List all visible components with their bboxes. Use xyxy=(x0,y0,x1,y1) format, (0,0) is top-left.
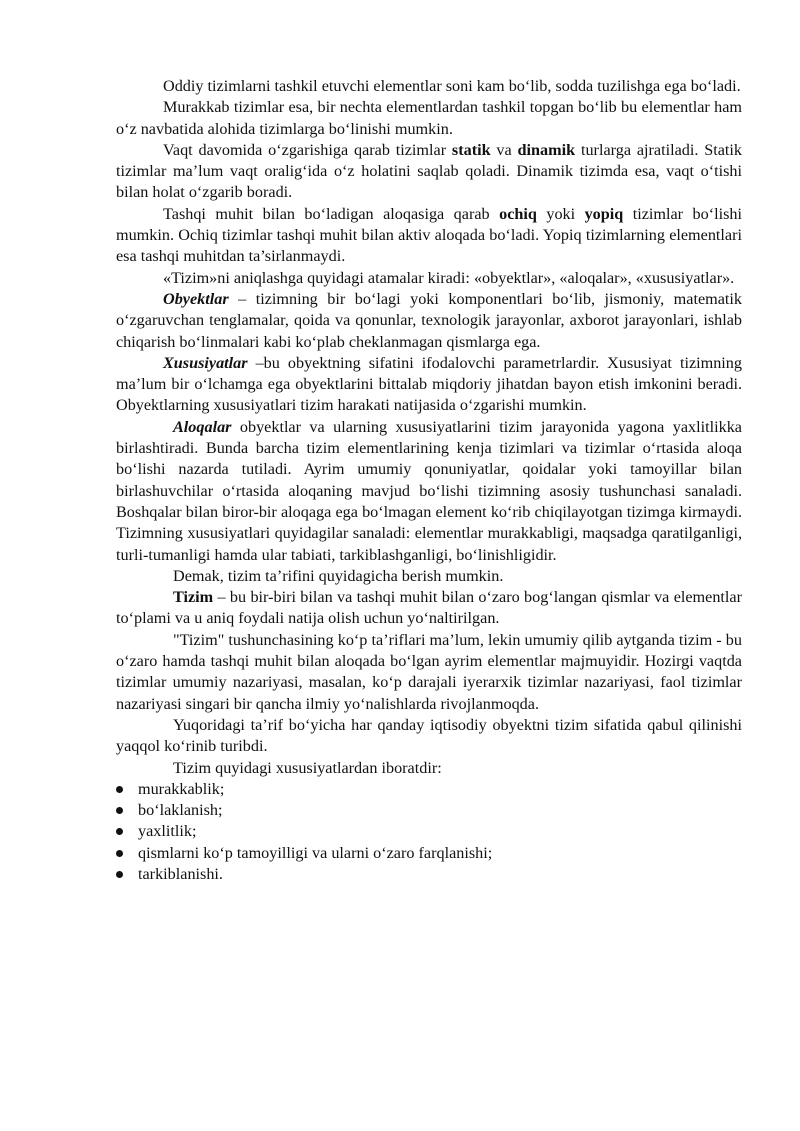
term-closed: yopiq xyxy=(584,204,624,223)
paragraph-complex-systems: Murakkab tizimlar esa, bir nechta elementlardan tashkil topgan bo‘lib bu elementlar ham o‘z navbatida alohida tizimlarga bo‘linishi mumkin. xyxy=(116,98,742,138)
term-relations: Aloqalar xyxy=(173,417,232,436)
term-objects: Obyektlar xyxy=(163,289,229,308)
paragraph-properties xyxy=(116,353,742,417)
text-fragment: –bu obyektning sifatini ifodalovchi parametrlardir. Xususiyat tizimning ma’lum bir o‘lchamga ega obyektlarini bittalab miqdoriy jihatdan bayon etish imkonini beradi. Obyektlarning xususiyatlari tizim harakati natijasida o‘zgarishi mumkin. xyxy=(116,353,742,415)
text-fragment: turlarga ajratiladi. Statik tizimlar ma’lum vaqt oralig‘ida o‘z holatini saqlab qoladi. Dinamik tizimda esa, vaqt o‘tishi bilan holat o‘zgarib boradi. xyxy=(116,140,742,202)
text-fragment: – bu bir-biri bilan va tashqi muhit bilan o‘zaro bog‘langan qismlar va elementlar to‘plami va u aniq foydali natija olish uchun yo‘naltirilgan. xyxy=(116,588,742,628)
text-fragment: tizimlar bo‘lishi mumkin. Ochiq tizimlar tashqi muhit bilan aktiv aloqada bo‘ladi. Yopiq tizimlarning elementlari esa tashqi muhitdan ta’sirlanmaydi. xyxy=(116,204,742,266)
list-item-text: tarkiblanishi. xyxy=(138,864,223,883)
text-fragment: – tizimning bir bo‘lagi yoki komponentlari bo‘lib, jismoniy, matematik o‘zgaruvchan tenglamalar, qoida va qonunlar, texnologik jarayonlar, axborot jarayonlari, ishlab chiqarish bo‘linmalari kabi ko‘plab cheklanmagan qismlarga ega. xyxy=(116,289,742,351)
text-fragment: obyektlar va ularning xususiyatlarini tizim jarayonida yagona yaxlitlikka birlashtiradi. Bunda barcha tizim elementlarining kenja tizimlari va tizimlar o‘rtasida aloqa bo‘lishi nazarda tutiladi. Ayrim umumiy qonuniyatlar, qoidalar yoki tamoyillar bilan birlashuvchilar o‘rtasida aloqaning mavjud bo‘lishi tizimning asosiy tushunchasi sanaladi. Boshqalar bilan biror-bir aloqaga ega bo‘lmagan element ko‘rib chiqilayotgan tizimga kirmaydi. Tizimning xususiyatlari quyidagilar sanaladi: elementlar murakkabligi, maqsadga qaratilganligi, turli-tumanligi hamda ular tabiati, tarkiblashganligi, bo‘linishligidir. xyxy=(116,417,742,564)
list-item xyxy=(116,821,742,842)
text-fragment: va xyxy=(490,140,518,159)
text-fragment: yoki xyxy=(536,204,585,223)
list-item xyxy=(116,800,742,821)
paragraph-static-dynamic xyxy=(116,140,742,204)
paragraph-system-concept: "Tizim" tushunchasining ko‘p ta’riflari ma’lum, lekin umumiy qilib aytganda tizim - bu o‘zaro hamda tashqi muhit bilan aloqada bo‘lgan ayrim elementlar majmuyidir. Hozirgi vaqtda tizimlar umumiy nazariyasi, masalan, ko‘p darajali iyerarxik tizimlar nazariyasi, faol tizimlar nazariyasi singari bir qancha ilmiy yo‘nalishlarda rivojlanmoqda. xyxy=(116,630,742,713)
bullet-icon xyxy=(116,807,123,814)
bullet-icon xyxy=(116,850,123,857)
paragraph-relations xyxy=(116,417,742,566)
list-item-text: yaxlitlik; xyxy=(138,822,197,841)
paragraph-definition-intro: Demak, tizim ta’rifini quyidagicha berish mumkin. xyxy=(173,566,504,585)
bullet-icon xyxy=(116,828,123,835)
paragraph-properties-intro: Tizim quyidagi xususiyatlardan iboratdir: xyxy=(173,758,442,777)
properties-list xyxy=(116,779,742,885)
document-page xyxy=(116,76,742,885)
term-system: Tizim xyxy=(173,588,214,607)
list-item-text: qismlarni ko‘p tamoyilligi va ularni o‘zaro farqlanishi; xyxy=(138,843,493,862)
text-fragment: Tashqi muhit bilan bo‘ladigan aloqasiga qarab xyxy=(163,204,500,223)
list-item xyxy=(116,864,742,885)
list-item xyxy=(116,843,742,864)
paragraph-simple-systems: Oddiy tizimlarni tashkil etuvchi elementlar soni kam bo‘lib, sodda tuzilishga ega bo‘ladi. xyxy=(163,77,741,95)
list-item-text: bo‘laklanish; xyxy=(138,801,223,820)
list-item-text: murakkablik; xyxy=(138,779,225,798)
term-open: ochiq xyxy=(499,204,537,223)
paragraph-objects xyxy=(116,289,742,353)
paragraph-terms: «Tizim»ni aniqlashga quyidagi atamalar kiradi: «obyektlar», «aloqalar», «xususiyatlar». xyxy=(163,268,735,287)
term-dynamic: dinamik xyxy=(517,140,576,159)
term-properties: Xususiyatlar xyxy=(163,353,248,372)
paragraph-open-closed xyxy=(116,204,742,268)
paragraph-economic-object: Yuqoridagi ta’rif bo‘yicha har qanday iqtisodiy obyektni tizim sifatida qabul qilinishi yaqqol ko‘rinib turibdi. xyxy=(116,715,742,756)
term-static: statik xyxy=(451,140,491,159)
text-fragment: Vaqt davomida o‘zgarishiga qarab tizimlar xyxy=(163,140,452,159)
bullet-icon xyxy=(116,871,123,878)
list-item xyxy=(116,779,742,800)
paragraph-system-definition xyxy=(116,587,742,630)
bullet-icon xyxy=(116,786,123,793)
